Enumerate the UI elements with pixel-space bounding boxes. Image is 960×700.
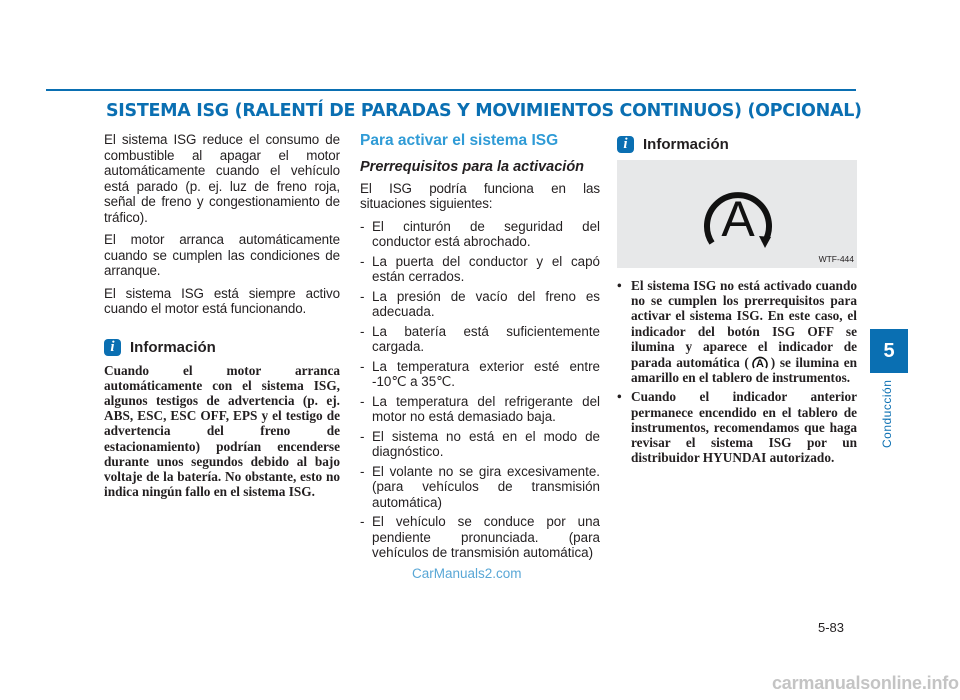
list-item: • Cuando el indicador anterior permanece encendido en el tablero de instrumentos, recomendamos que haga revisar el sistema ISG por un distribuidor HYUNDAI autorizado. — [617, 389, 857, 465]
subsection-title: Prerrequisitos para la activación — [360, 159, 585, 175]
info-note-1: Cuando el motor arranca automáticamente con el sistema ISG, algunos testigos de advertencia (p. ej. ABS, ESC, ESC OFF, EPS y el testigo de advertencia del freno de estacionamiento) podrían encenderse durante unos segundos debido al bajo voltaje de la batería. No obstante, esto no indica ningún fallo en el sistema ISG. — [104, 362, 340, 500]
list-item — [617, 278, 857, 385]
column-2 — [360, 132, 600, 565]
info-title-2: Información — [643, 136, 729, 153]
conditions-list — [360, 219, 600, 561]
chapter-tab: 5 — [870, 329, 908, 373]
conditions-intro: El ISG podría funciona en las situaciones siguientes: — [360, 180, 600, 211]
restart-paragraph: El motor arranca automáticamente cuando se cumplen las condiciones de arranque. — [104, 232, 340, 278]
indicator-figure — [617, 160, 857, 268]
note-text-part-2: ) se ilumina en amarillo en el tablero de instrumentos. — [631, 355, 858, 386]
info-icon: i — [104, 339, 121, 356]
auto-stop-indicator-icon — [693, 178, 783, 252]
section-title: Para activar el sistema ISG — [360, 132, 559, 149]
figure-code: WTF-444 — [818, 254, 854, 264]
list-item: - La temperatura del refrigerante del motor no está demasiado baja. — [360, 394, 600, 425]
column-3 — [617, 132, 857, 469]
page-number: 5-83 — [818, 620, 845, 635]
intro-paragraph: El sistema ISG reduce el consumo de combustible al apagar el motor automáticamente cuando el vehículo está parado (p. ej. luz de freno roja, señal de freno y congestionamiento de tráfico). — [104, 132, 340, 225]
list-item: - El cinturón de seguridad del conductor está abrochado. — [360, 219, 600, 250]
notes-list — [617, 278, 857, 465]
chapter-name: Conducción — [880, 380, 894, 449]
inline-indicator-letter: A — [755, 358, 764, 371]
list-item: - El volante no se gira excesivamente. (para vehículos de transmisión automática) — [360, 464, 600, 511]
column-1 — [104, 132, 340, 499]
list-item: - La batería está suficientemente cargada. — [360, 324, 600, 355]
list-item: - La puerta del conductor y el capó están cerrados. — [360, 254, 600, 285]
info-header-1 — [104, 339, 340, 356]
info-title-1: Información — [130, 338, 216, 356]
list-item: - La temperatura exterior esté entre -10℃ a 35℃. — [360, 359, 600, 390]
active-paragraph: El sistema ISG está siempre activo cuando el motor está funcionando. — [104, 285, 340, 316]
watermark-bottom: carmanualsonline.info — [772, 673, 959, 693]
note-text-part-1: El sistema ISG no está activado cuando no se cumplen los prerrequisitos para activar el sistema ISG. En este caso, el indicador del botón ISG OFF se ilumina y aparece el indicador de parada automática ( — [631, 278, 857, 371]
list-item: - La presión de vacío del freno es adecuada. — [360, 289, 600, 320]
auto-stop-inline-icon — [749, 354, 771, 370]
page-heading: SISTEMA ISG (RALENTÍ DE PARADAS Y MOVIMIENTOS CONTINUOS) (OPCIONAL) — [106, 101, 862, 121]
list-item: - El sistema no está en el modo de diagnóstico. — [360, 429, 600, 460]
watermark-middle: CarManuals2.com — [412, 566, 522, 581]
info-header-2 — [617, 136, 857, 153]
top-rule — [46, 89, 856, 91]
info-icon: i — [617, 136, 634, 153]
indicator-letter: A — [721, 191, 755, 247]
list-item: - El vehículo se conduce por una pendiente pronunciada. (para vehículos de transmisión automática) — [360, 514, 600, 561]
